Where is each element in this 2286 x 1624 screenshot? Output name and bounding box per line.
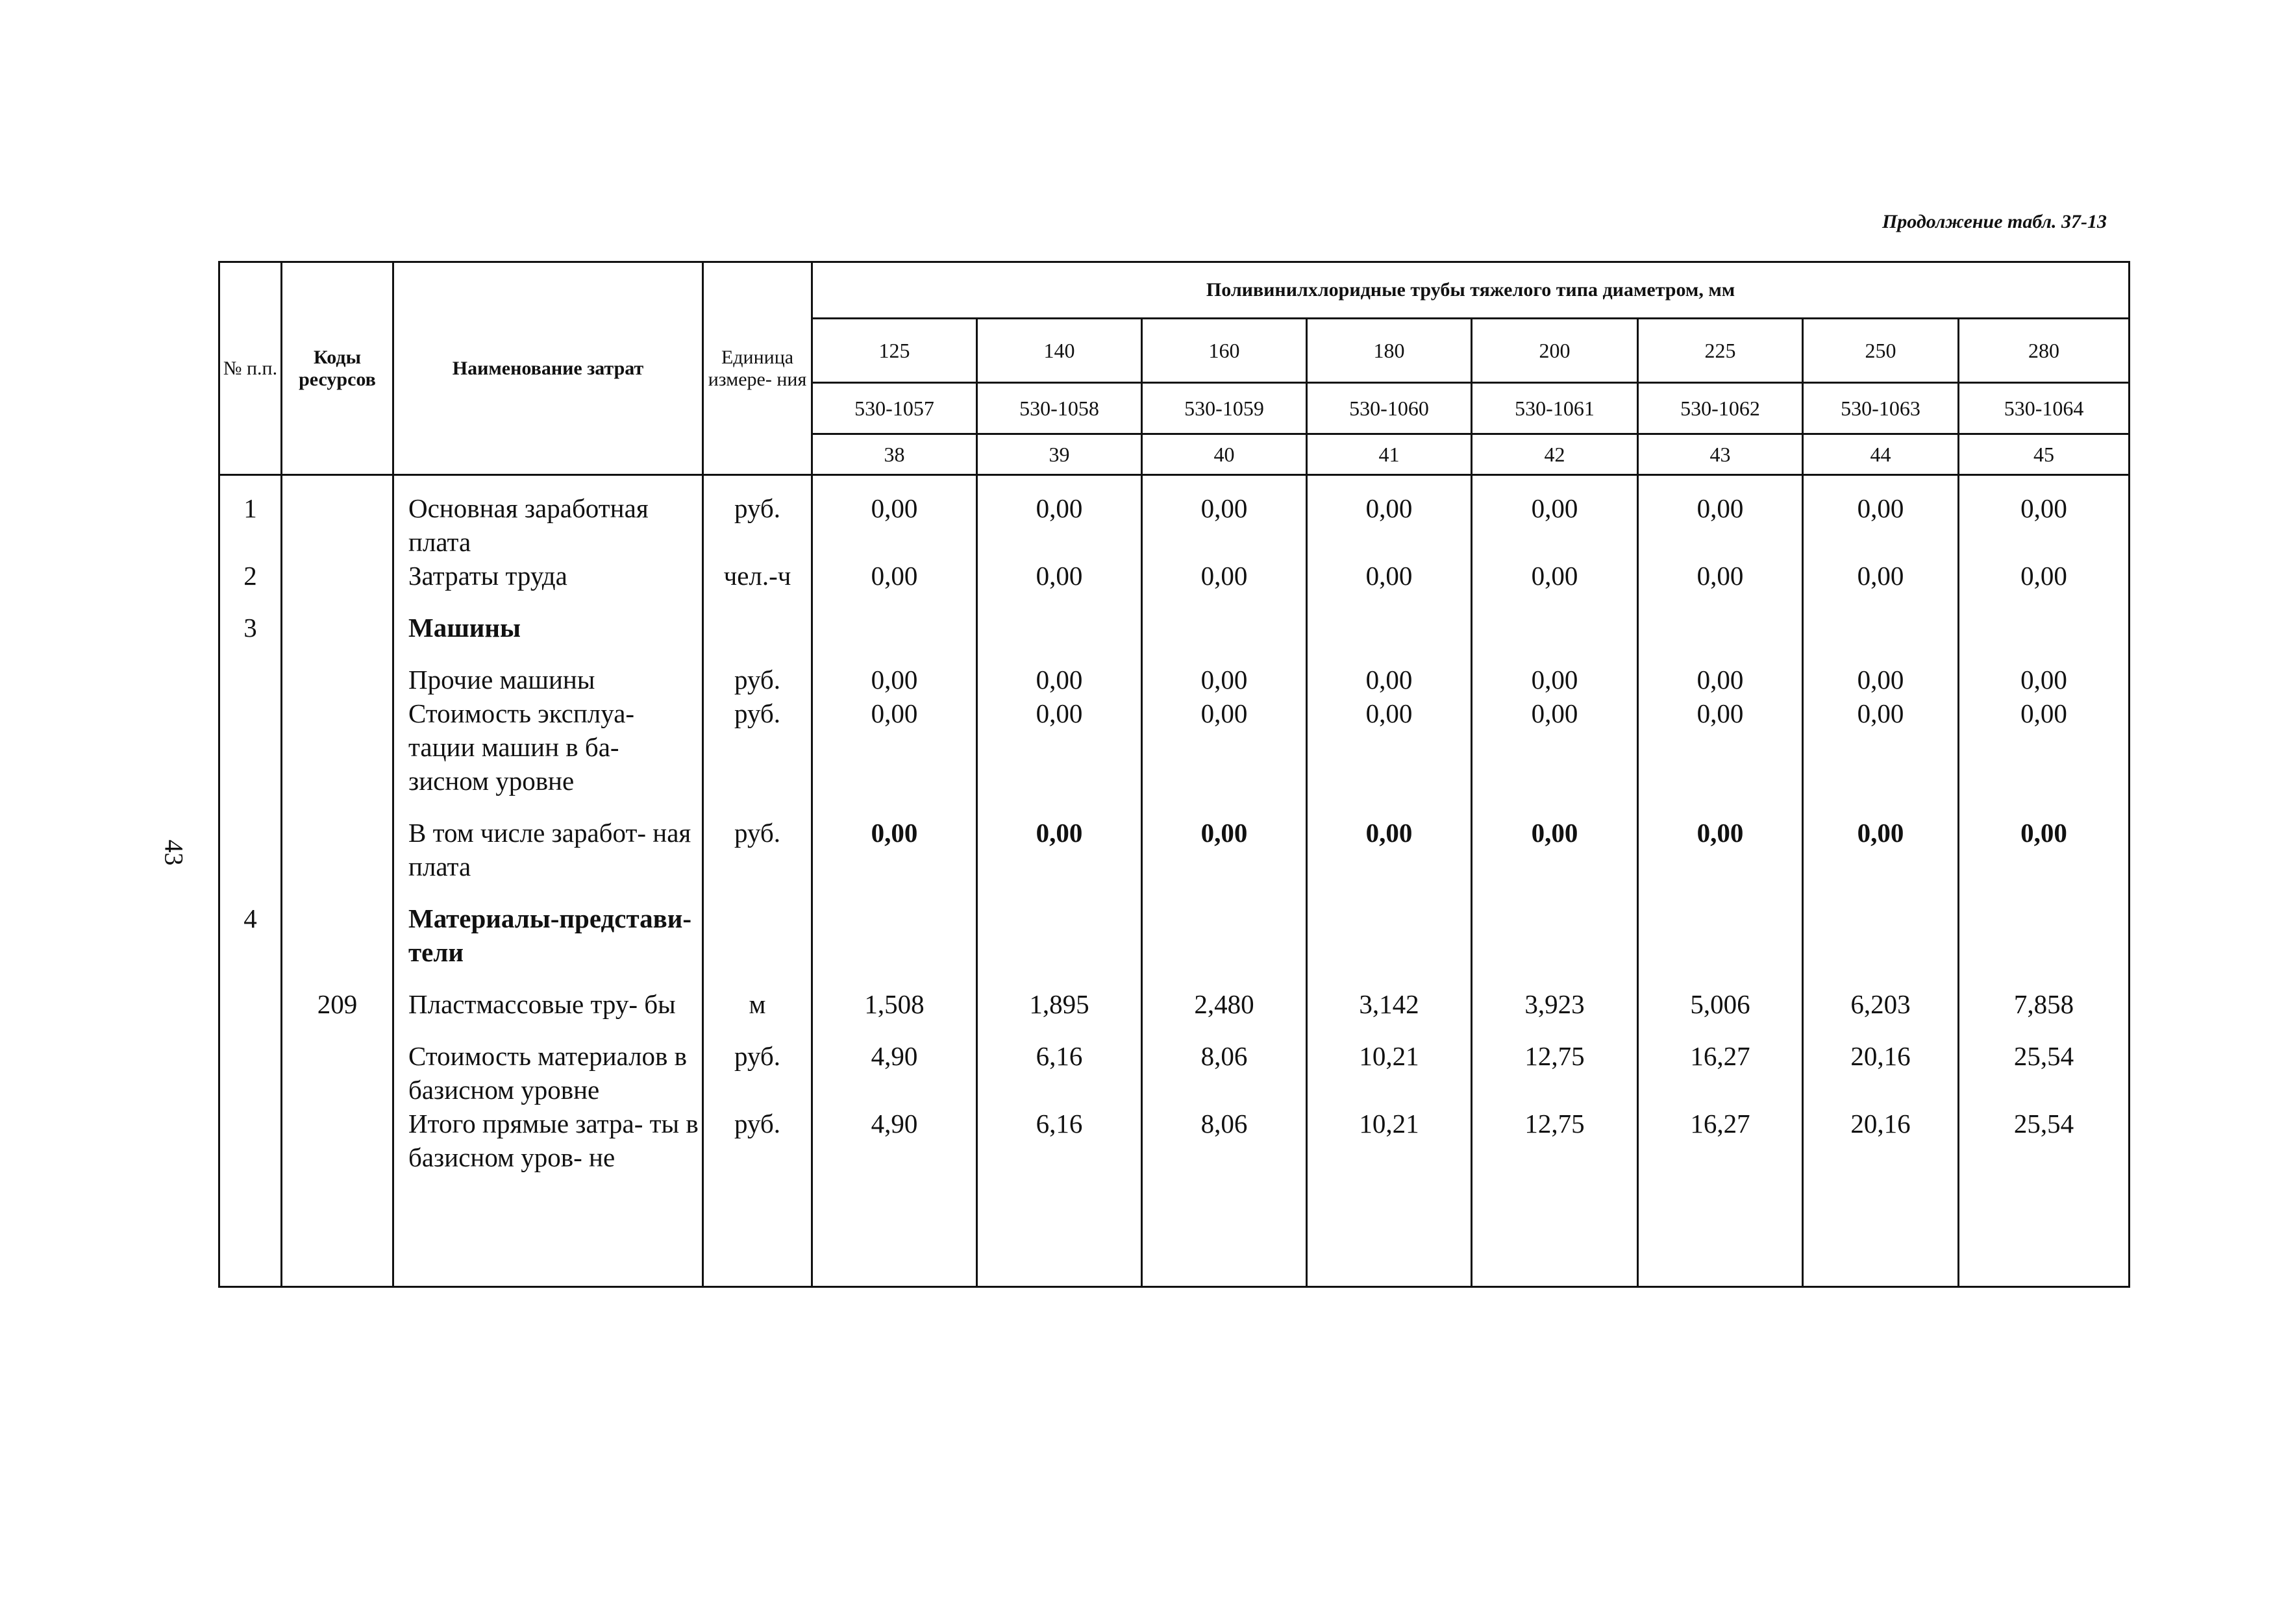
spacer-cell — [977, 593, 1142, 611]
header-code: 530-1057 — [812, 383, 977, 434]
row-spacer — [219, 645, 2130, 663]
cost-name: Основная заработная плата — [393, 475, 703, 560]
value-cell: 0,00 — [1307, 663, 1472, 696]
header-diameter: 160 — [1142, 319, 1307, 383]
unit: руб. — [703, 1039, 812, 1107]
value-cell: 0,00 — [1142, 475, 1307, 560]
spacer-cell — [1959, 645, 2130, 663]
spacer-cell — [977, 798, 1142, 816]
table-row — [219, 902, 2130, 969]
row-number: 2 — [219, 559, 282, 593]
header-diameter: 200 — [1472, 319, 1638, 383]
blank-cell — [1142, 1174, 1307, 1287]
value-cell: 0,00 — [1142, 696, 1307, 798]
blank-cell — [1638, 1174, 1803, 1287]
spacer-cell — [1638, 883, 1803, 902]
spacer-cell — [1307, 593, 1472, 611]
value-cell: 25,54 — [1959, 1107, 2130, 1174]
spacer-cell — [1472, 969, 1638, 987]
spacer-cell — [1959, 593, 2130, 611]
resource-code — [282, 663, 393, 696]
spacer-cell — [393, 1021, 703, 1039]
header-diameter: 180 — [1307, 319, 1472, 383]
value-cell: 1,895 — [977, 987, 1142, 1021]
value-cell: 6,203 — [1803, 987, 1959, 1021]
value-cell: 0,00 — [1803, 475, 1959, 560]
resource-code — [282, 611, 393, 645]
value-cell — [1472, 902, 1638, 969]
row-spacer — [219, 883, 2130, 902]
value-cell: 0,00 — [812, 816, 977, 883]
table-row — [219, 475, 2130, 560]
unit: руб. — [703, 696, 812, 798]
value-cell — [1803, 611, 1959, 645]
spacer-cell — [977, 969, 1142, 987]
value-cell: 0,00 — [1142, 816, 1307, 883]
header-code: 530-1062 — [1638, 383, 1803, 434]
spacer-cell — [1472, 593, 1638, 611]
value-cell: 0,00 — [977, 663, 1142, 696]
spacer-cell — [282, 593, 393, 611]
value-cell — [1803, 902, 1959, 969]
value-cell: 0,00 — [1472, 559, 1638, 593]
spacer-cell — [977, 1021, 1142, 1039]
row-number — [219, 816, 282, 883]
value-cell: 0,00 — [1472, 816, 1638, 883]
blank-cell — [977, 1174, 1142, 1287]
value-cell: 0,00 — [1472, 663, 1638, 696]
header-diameter: 125 — [812, 319, 977, 383]
row-spacer — [219, 798, 2130, 816]
blank-cell — [1307, 1174, 1472, 1287]
value-cell: 8,06 — [1142, 1039, 1307, 1107]
unit: руб. — [703, 475, 812, 560]
value-cell: 0,00 — [1638, 696, 1803, 798]
spacer-cell — [219, 798, 282, 816]
row-number — [219, 696, 282, 798]
spacer-cell — [703, 593, 812, 611]
header-col-number: 40 — [1142, 434, 1307, 475]
value-cell: 0,00 — [1959, 816, 2130, 883]
value-cell: 0,00 — [1803, 696, 1959, 798]
header-col-number: 39 — [977, 434, 1142, 475]
value-cell — [1307, 611, 1472, 645]
unit: чел.-ч — [703, 559, 812, 593]
spacer-cell — [1142, 798, 1307, 816]
resource-code — [282, 475, 393, 560]
row-spacer — [219, 1021, 2130, 1039]
row-spacer — [219, 969, 2130, 987]
spacer-cell — [812, 593, 977, 611]
header-name: Наименование затрат — [393, 262, 703, 475]
value-cell — [1638, 611, 1803, 645]
spacer-cell — [1307, 645, 1472, 663]
row-number: 4 — [219, 902, 282, 969]
resource-code — [282, 559, 393, 593]
row-number — [219, 1107, 282, 1174]
resource-code: 209 — [282, 987, 393, 1021]
value-cell: 0,00 — [1307, 696, 1472, 798]
header-diameter: 225 — [1638, 319, 1803, 383]
value-cell: 3,923 — [1472, 987, 1638, 1021]
header-code: 530-1059 — [1142, 383, 1307, 434]
value-cell: 12,75 — [1472, 1039, 1638, 1107]
blank-cell — [1803, 1174, 1959, 1287]
header-code: 530-1061 — [1472, 383, 1638, 434]
spacer-cell — [1307, 1021, 1472, 1039]
spacer-cell — [282, 1021, 393, 1039]
value-cell: 0,00 — [977, 696, 1142, 798]
spacer-cell — [1638, 798, 1803, 816]
value-cell: 1,508 — [812, 987, 977, 1021]
cost-name: Машины — [393, 611, 703, 645]
resource-code — [282, 696, 393, 798]
header-col-number: 41 — [1307, 434, 1472, 475]
spacer-cell — [393, 883, 703, 902]
spacer-cell — [1959, 798, 2130, 816]
spacer-cell — [703, 798, 812, 816]
value-cell: 10,21 — [1307, 1107, 1472, 1174]
cost-name: Стоимость материалов в базисном уровне — [393, 1039, 703, 1107]
spacer-cell — [1803, 798, 1959, 816]
spacer-cell — [812, 883, 977, 902]
unit: руб. — [703, 1107, 812, 1174]
spacer-cell — [393, 593, 703, 611]
spacer-cell — [1638, 969, 1803, 987]
table-body — [219, 475, 2130, 1287]
spacer-cell — [812, 969, 977, 987]
spacer-cell — [812, 1021, 977, 1039]
unit: руб. — [703, 663, 812, 696]
value-cell: 0,00 — [1959, 475, 2130, 560]
value-cell: 3,142 — [1307, 987, 1472, 1021]
value-cell: 6,16 — [977, 1107, 1142, 1174]
header-col-number: 43 — [1638, 434, 1803, 475]
value-cell — [1142, 611, 1307, 645]
header-col-number: 38 — [812, 434, 977, 475]
spacer-cell — [1142, 969, 1307, 987]
value-cell: 12,75 — [1472, 1107, 1638, 1174]
value-cell: 0,00 — [1307, 559, 1472, 593]
header-code: 530-1058 — [977, 383, 1142, 434]
unit — [703, 902, 812, 969]
row-number: 1 — [219, 475, 282, 560]
spacer-cell — [1638, 593, 1803, 611]
value-cell: 0,00 — [1803, 559, 1959, 593]
resource-code — [282, 1039, 393, 1107]
spacer-cell — [393, 798, 703, 816]
table-row — [219, 987, 2130, 1021]
value-cell: 0,00 — [1959, 559, 2130, 593]
spacer-cell — [219, 645, 282, 663]
spacer-cell — [1959, 883, 2130, 902]
table-row-blank — [219, 1174, 2130, 1287]
spacer-cell — [1142, 645, 1307, 663]
value-cell: 20,16 — [1803, 1039, 1959, 1107]
value-cell: 0,00 — [812, 663, 977, 696]
spacer-cell — [219, 593, 282, 611]
blank-cell — [282, 1174, 393, 1287]
value-cell: 0,00 — [1472, 696, 1638, 798]
value-cell — [1142, 902, 1307, 969]
cost-name: Материалы-представи- тели — [393, 902, 703, 969]
spacer-cell — [282, 798, 393, 816]
value-cell: 8,06 — [1142, 1107, 1307, 1174]
value-cell: 4,90 — [812, 1039, 977, 1107]
spacer-cell — [1959, 1021, 2130, 1039]
spacer-cell — [1472, 883, 1638, 902]
value-cell: 0,00 — [812, 559, 977, 593]
value-cell: 0,00 — [1307, 475, 1472, 560]
table-row — [219, 559, 2130, 593]
header-code: 530-1060 — [1307, 383, 1472, 434]
value-cell — [977, 902, 1142, 969]
page-number: 43 — [159, 839, 189, 866]
value-cell: 0,00 — [1638, 816, 1803, 883]
cost-name: Стоимость эксплуа- тации машин в ба- зисном уровне — [393, 696, 703, 798]
cost-name: Прочие машины — [393, 663, 703, 696]
spacer-cell — [219, 883, 282, 902]
value-cell: 0,00 — [1142, 663, 1307, 696]
table-row — [219, 696, 2130, 798]
table-row — [219, 663, 2130, 696]
resource-code — [282, 816, 393, 883]
spacer-cell — [703, 883, 812, 902]
header-num: № п.п. — [219, 262, 282, 475]
header-group: Поливинилхлоридные трубы тяжелого типа диаметром, мм — [812, 262, 2130, 319]
spacer-cell — [1142, 883, 1307, 902]
blank-cell — [219, 1174, 282, 1287]
value-cell: 0,00 — [1959, 696, 2130, 798]
spacer-cell — [1803, 593, 1959, 611]
table-row — [219, 1039, 2130, 1107]
spacer-cell — [1638, 1021, 1803, 1039]
value-cell: 0,00 — [1959, 663, 2130, 696]
row-number — [219, 1039, 282, 1107]
value-cell: 2,480 — [1142, 987, 1307, 1021]
row-spacer — [219, 593, 2130, 611]
value-cell — [1959, 902, 2130, 969]
unit — [703, 611, 812, 645]
spacer-cell — [1803, 1021, 1959, 1039]
value-cell: 0,00 — [1803, 816, 1959, 883]
value-cell: 0,00 — [1307, 816, 1472, 883]
value-cell — [1472, 611, 1638, 645]
spacer-cell — [977, 883, 1142, 902]
header-col-number: 44 — [1803, 434, 1959, 475]
spacer-cell — [1638, 645, 1803, 663]
header-unit: Единица измере- ния — [703, 262, 812, 475]
value-cell — [1638, 902, 1803, 969]
spacer-cell — [977, 645, 1142, 663]
table-row — [219, 611, 2130, 645]
spacer-cell — [703, 1021, 812, 1039]
cost-table — [218, 261, 2130, 1288]
blank-cell — [393, 1174, 703, 1287]
header-diameter: 250 — [1803, 319, 1959, 383]
spacer-cell — [282, 883, 393, 902]
cost-name: Пластмассовые тру- бы — [393, 987, 703, 1021]
blank-cell — [1472, 1174, 1638, 1287]
spacer-cell — [282, 969, 393, 987]
spacer-cell — [1803, 969, 1959, 987]
unit: руб. — [703, 816, 812, 883]
table-row — [219, 816, 2130, 883]
spacer-cell — [1803, 883, 1959, 902]
table-continuation-caption: Продолжение табл. 37-13 — [1882, 211, 2107, 232]
header-diameter: 280 — [1959, 319, 2130, 383]
value-cell: 16,27 — [1638, 1039, 1803, 1107]
value-cell: 6,16 — [977, 1039, 1142, 1107]
header-codes: Коды ресурсов — [282, 262, 393, 475]
value-cell: 20,16 — [1803, 1107, 1959, 1174]
value-cell: 0,00 — [1472, 475, 1638, 560]
value-cell: 0,00 — [977, 559, 1142, 593]
value-cell: 0,00 — [1638, 475, 1803, 560]
value-cell: 0,00 — [1803, 663, 1959, 696]
value-cell: 25,54 — [1959, 1039, 2130, 1107]
value-cell: 7,858 — [1959, 987, 2130, 1021]
spacer-cell — [219, 969, 282, 987]
spacer-cell — [1803, 645, 1959, 663]
value-cell: 10,21 — [1307, 1039, 1472, 1107]
value-cell: 0,00 — [1638, 663, 1803, 696]
value-cell: 0,00 — [1638, 559, 1803, 593]
resource-code — [282, 902, 393, 969]
resource-code — [282, 1107, 393, 1174]
value-cell — [812, 611, 977, 645]
value-cell: 0,00 — [977, 816, 1142, 883]
spacer-cell — [703, 645, 812, 663]
value-cell: 0,00 — [812, 475, 977, 560]
value-cell: 4,90 — [812, 1107, 977, 1174]
value-cell — [1307, 902, 1472, 969]
spacer-cell — [1472, 645, 1638, 663]
spacer-cell — [1142, 1021, 1307, 1039]
row-number — [219, 987, 282, 1021]
spacer-cell — [1307, 798, 1472, 816]
value-cell — [977, 611, 1142, 645]
spacer-cell — [812, 798, 977, 816]
header-code: 530-1064 — [1959, 383, 2130, 434]
table-row — [219, 1107, 2130, 1174]
cost-name: Затраты труда — [393, 559, 703, 593]
header-col-number: 45 — [1959, 434, 2130, 475]
spacer-cell — [812, 645, 977, 663]
header-col-number: 42 — [1472, 434, 1638, 475]
unit: м — [703, 987, 812, 1021]
value-cell: 0,00 — [977, 475, 1142, 560]
blank-cell — [703, 1174, 812, 1287]
header-code: 530-1063 — [1803, 383, 1959, 434]
value-cell: 0,00 — [1142, 559, 1307, 593]
cost-name: Итого прямые затра- ты в базисном уров- не — [393, 1107, 703, 1174]
cost-name: В том числе заработ- ная плата — [393, 816, 703, 883]
spacer-cell — [703, 969, 812, 987]
spacer-cell — [1142, 593, 1307, 611]
spacer-cell — [1472, 1021, 1638, 1039]
blank-cell — [812, 1174, 977, 1287]
spacer-cell — [393, 645, 703, 663]
spacer-cell — [282, 645, 393, 663]
spacer-cell — [393, 969, 703, 987]
spacer-cell — [219, 1021, 282, 1039]
value-cell: 16,27 — [1638, 1107, 1803, 1174]
header-diameter: 140 — [977, 319, 1142, 383]
spacer-cell — [1959, 969, 2130, 987]
blank-cell — [1959, 1174, 2130, 1287]
spacer-cell — [1472, 798, 1638, 816]
row-number: 3 — [219, 611, 282, 645]
value-cell — [1959, 611, 2130, 645]
spacer-cell — [1307, 883, 1472, 902]
value-cell: 5,006 — [1638, 987, 1803, 1021]
value-cell: 0,00 — [812, 696, 977, 798]
row-number — [219, 663, 282, 696]
value-cell — [812, 902, 977, 969]
spacer-cell — [1307, 969, 1472, 987]
